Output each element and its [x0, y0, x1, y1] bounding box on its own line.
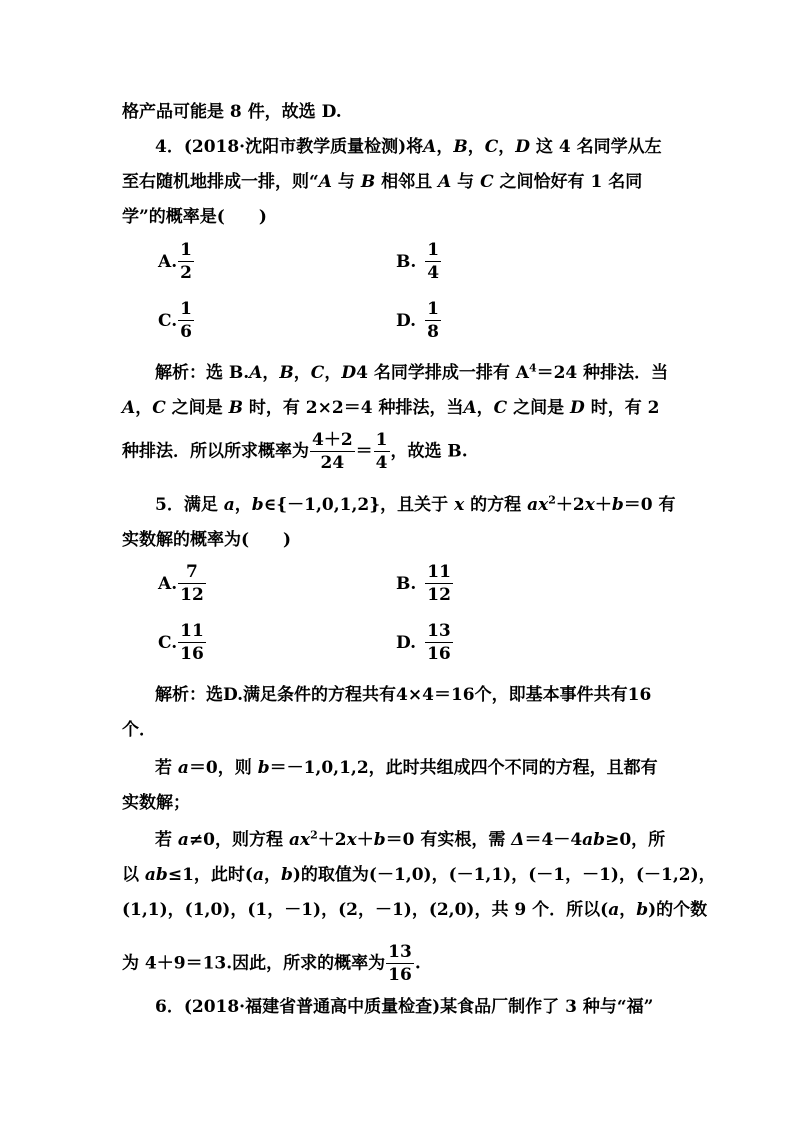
option-label: D.: [396, 633, 417, 653]
denominator: 16: [388, 965, 412, 985]
denominator: 6: [180, 322, 192, 342]
text: ＝－1,0,1,2，此时共组成四个不同的方程，且都有: [269, 758, 658, 778]
text: (1,1)，(1,0)，(1，－1)，(2，－1)，(2,0)，共 9 个．所以(: [122, 900, 609, 920]
text: .: [414, 953, 421, 974]
text: ，: [619, 900, 637, 920]
text: 个．: [122, 720, 156, 740]
q5-solution-line-8: [122, 944, 421, 984]
superscript: 4: [528, 361, 537, 375]
denominator: 24: [320, 453, 345, 473]
q4-option-d: [396, 301, 442, 341]
text: 种排法．所以所求概率为: [122, 441, 309, 462]
var: x: [346, 830, 357, 850]
q5-solution-line-1: [155, 684, 651, 706]
text: ＝24 种排法．当: [536, 363, 669, 383]
text: ，: [263, 865, 281, 885]
text: 这 4 名同学从左: [530, 137, 662, 157]
text: ∈{－1,0,1,2}，且关于: [263, 495, 455, 515]
q5-solution-line-7: [122, 899, 707, 921]
text: ，: [135, 398, 153, 418]
var: B: [279, 363, 294, 383]
q5-option-d: [396, 623, 454, 663]
superscript: 2: [310, 828, 318, 842]
text: ，: [476, 398, 494, 418]
denominator: 16: [180, 644, 204, 664]
text: ，: [293, 363, 311, 383]
q5-option-c: [158, 623, 207, 663]
var: A: [438, 172, 452, 192]
text: ，: [467, 137, 485, 157]
fraction: [310, 432, 355, 472]
var: C: [480, 172, 494, 192]
text: 之间恰好有 1 名同: [493, 172, 643, 192]
var: B: [360, 172, 376, 192]
q5-solution-line-2: [122, 719, 156, 741]
q5-solution-line-5: [155, 829, 665, 851]
text: 以: [122, 865, 145, 885]
denominator: 8: [427, 322, 439, 342]
text: ＋2: [317, 830, 347, 850]
text: ＝0，则: [188, 758, 258, 778]
var: A: [249, 363, 263, 383]
text: ＋2: [555, 495, 585, 515]
var: a: [223, 495, 235, 515]
q4-solution-line-2: [122, 397, 659, 419]
text: 的方程: [464, 495, 528, 515]
text: ＝0 有实根，需: [385, 830, 512, 850]
var: b: [251, 495, 264, 515]
text: ≤1，此时(: [167, 865, 253, 885]
var: D: [570, 398, 585, 418]
text: ＋: [356, 830, 374, 850]
var: a: [252, 865, 264, 885]
var: a: [177, 830, 189, 850]
text: ，: [324, 363, 342, 383]
numerator: 1: [427, 240, 440, 260]
var: B: [228, 398, 243, 418]
text: ，故选 B.: [390, 441, 468, 462]
var: ab: [582, 830, 606, 850]
text: 件，故选 D.: [247, 102, 342, 122]
text: 实数解；: [122, 793, 190, 813]
text: ＝: [355, 441, 373, 462]
text: ，: [436, 137, 454, 157]
denominator: 12: [180, 585, 204, 605]
text: 时，有 2×2＝4 种排法，当: [242, 398, 464, 418]
fraction: [425, 564, 453, 604]
q5-solution-line-3: [155, 757, 658, 779]
text: 5．满足: [155, 495, 224, 515]
var: C: [310, 363, 325, 383]
text: ≥0，所: [605, 830, 666, 850]
q4-option-b: [396, 242, 442, 282]
question-5-line-1: [155, 494, 676, 516]
fraction: [425, 301, 441, 341]
q4-solution-line-3: [122, 432, 468, 472]
denominator: 12: [427, 585, 451, 605]
option-label: A.: [158, 574, 178, 594]
question-6-line-1: [155, 996, 653, 1018]
var: C: [484, 137, 499, 157]
var: x: [538, 495, 549, 515]
var: x: [584, 495, 595, 515]
var: A: [423, 137, 437, 157]
text: 6．(2018·福建省普通高中质量检查)某食品厂制作了 3 种与“福”: [155, 997, 654, 1017]
var: a: [288, 830, 300, 850]
text: 至右随机地排成一排，则“: [122, 172, 319, 192]
var: a: [527, 495, 539, 515]
fraction: [425, 242, 441, 282]
text: 8: [229, 102, 242, 122]
text: 4．(2018·沈阳市教学质量检测)将: [155, 137, 424, 157]
option-label: B.: [396, 252, 417, 272]
q5-option-a: [158, 564, 207, 604]
numerator: 13: [388, 942, 412, 962]
var: a: [177, 758, 189, 778]
var: ab: [144, 865, 168, 885]
denominator: 4: [427, 263, 440, 283]
numerator: 4＋2: [312, 430, 353, 450]
var: b: [280, 865, 293, 885]
text: ＝0 有: [623, 495, 676, 515]
q4-option-a: [158, 242, 195, 282]
text: 相邻且: [375, 172, 439, 192]
fraction: [374, 432, 390, 472]
superscript: 2: [548, 493, 556, 507]
var: x: [299, 830, 311, 850]
option-label: C.: [158, 311, 178, 331]
text: ＋: [594, 495, 612, 515]
var: b: [373, 830, 386, 850]
var: Δ: [511, 830, 525, 850]
option-label: B.: [396, 574, 417, 594]
numerator: 13: [427, 621, 451, 641]
text: 若: [155, 830, 178, 850]
text: 格产品可能是: [122, 102, 224, 122]
var: D: [341, 363, 357, 383]
text: 之间是: [165, 398, 229, 418]
fraction: [386, 944, 414, 984]
var: C: [493, 398, 508, 418]
numerator: 7: [178, 564, 206, 584]
question-5-line-2: [122, 529, 291, 551]
var: A: [463, 398, 477, 418]
text: 与: [451, 172, 481, 192]
q4-solution-line-1: [155, 362, 668, 384]
text-line: [122, 101, 342, 123]
numerator: 1: [375, 430, 388, 450]
fraction: [425, 623, 453, 663]
numerator: 1: [180, 299, 192, 319]
text: 4 名同学排成一排有 A: [356, 363, 529, 383]
q5-solution-line-6: [122, 864, 716, 886]
option-label: A.: [158, 252, 178, 272]
fraction: [178, 623, 206, 663]
text: )的个数: [648, 900, 708, 920]
q5-option-b: [396, 564, 454, 604]
text: ，: [498, 137, 516, 157]
numerator: 1: [427, 299, 439, 319]
numerator: 11: [427, 562, 451, 582]
text: 若: [155, 758, 178, 778]
text: 之间是: [507, 398, 571, 418]
denominator: 2: [180, 263, 192, 283]
denominator: 16: [427, 644, 451, 664]
var: b: [257, 758, 270, 778]
option-label: C.: [158, 633, 178, 653]
q4-option-c: [158, 301, 195, 341]
text: ，: [262, 363, 280, 383]
text: ＝4－4: [524, 830, 583, 850]
fraction: [178, 301, 194, 341]
question-4-line-2: [122, 171, 642, 193]
denominator: 4: [375, 453, 388, 473]
question-4-line-1: [155, 136, 662, 158]
text: 学”的概率是( ): [122, 207, 267, 227]
text: ≠0，则方程: [188, 830, 289, 850]
text: ，: [234, 495, 252, 515]
var: b: [611, 495, 624, 515]
var: x: [454, 495, 465, 515]
var: b: [636, 900, 649, 920]
var: B: [453, 137, 468, 157]
var: D: [515, 137, 531, 157]
q5-solution-line-4: [122, 792, 190, 814]
text: 时，有 2: [584, 398, 660, 418]
numerator: 11: [180, 621, 204, 641]
var: A: [318, 172, 332, 192]
fraction: [178, 564, 206, 604]
option-label: D.: [396, 311, 417, 331]
var: a: [608, 900, 620, 920]
text: )的取值为(－1,0)，(－1,1)，(－1，－1)，(－1,2)，: [292, 865, 716, 885]
var: A: [122, 398, 136, 418]
text: 实数解的概率为( ): [122, 530, 292, 550]
text: 解析：选D.满足条件的方程共有4×4＝16个，即基本事件共有16: [155, 685, 652, 705]
fraction: [178, 242, 194, 282]
text: 与: [331, 172, 361, 192]
var: C: [152, 398, 166, 418]
question-4-line-3: [122, 206, 267, 228]
text: 解析：选 B.: [155, 363, 250, 383]
text: 为 4＋9＝13.因此，所求的概率为: [122, 953, 386, 974]
numerator: 1: [180, 240, 192, 260]
